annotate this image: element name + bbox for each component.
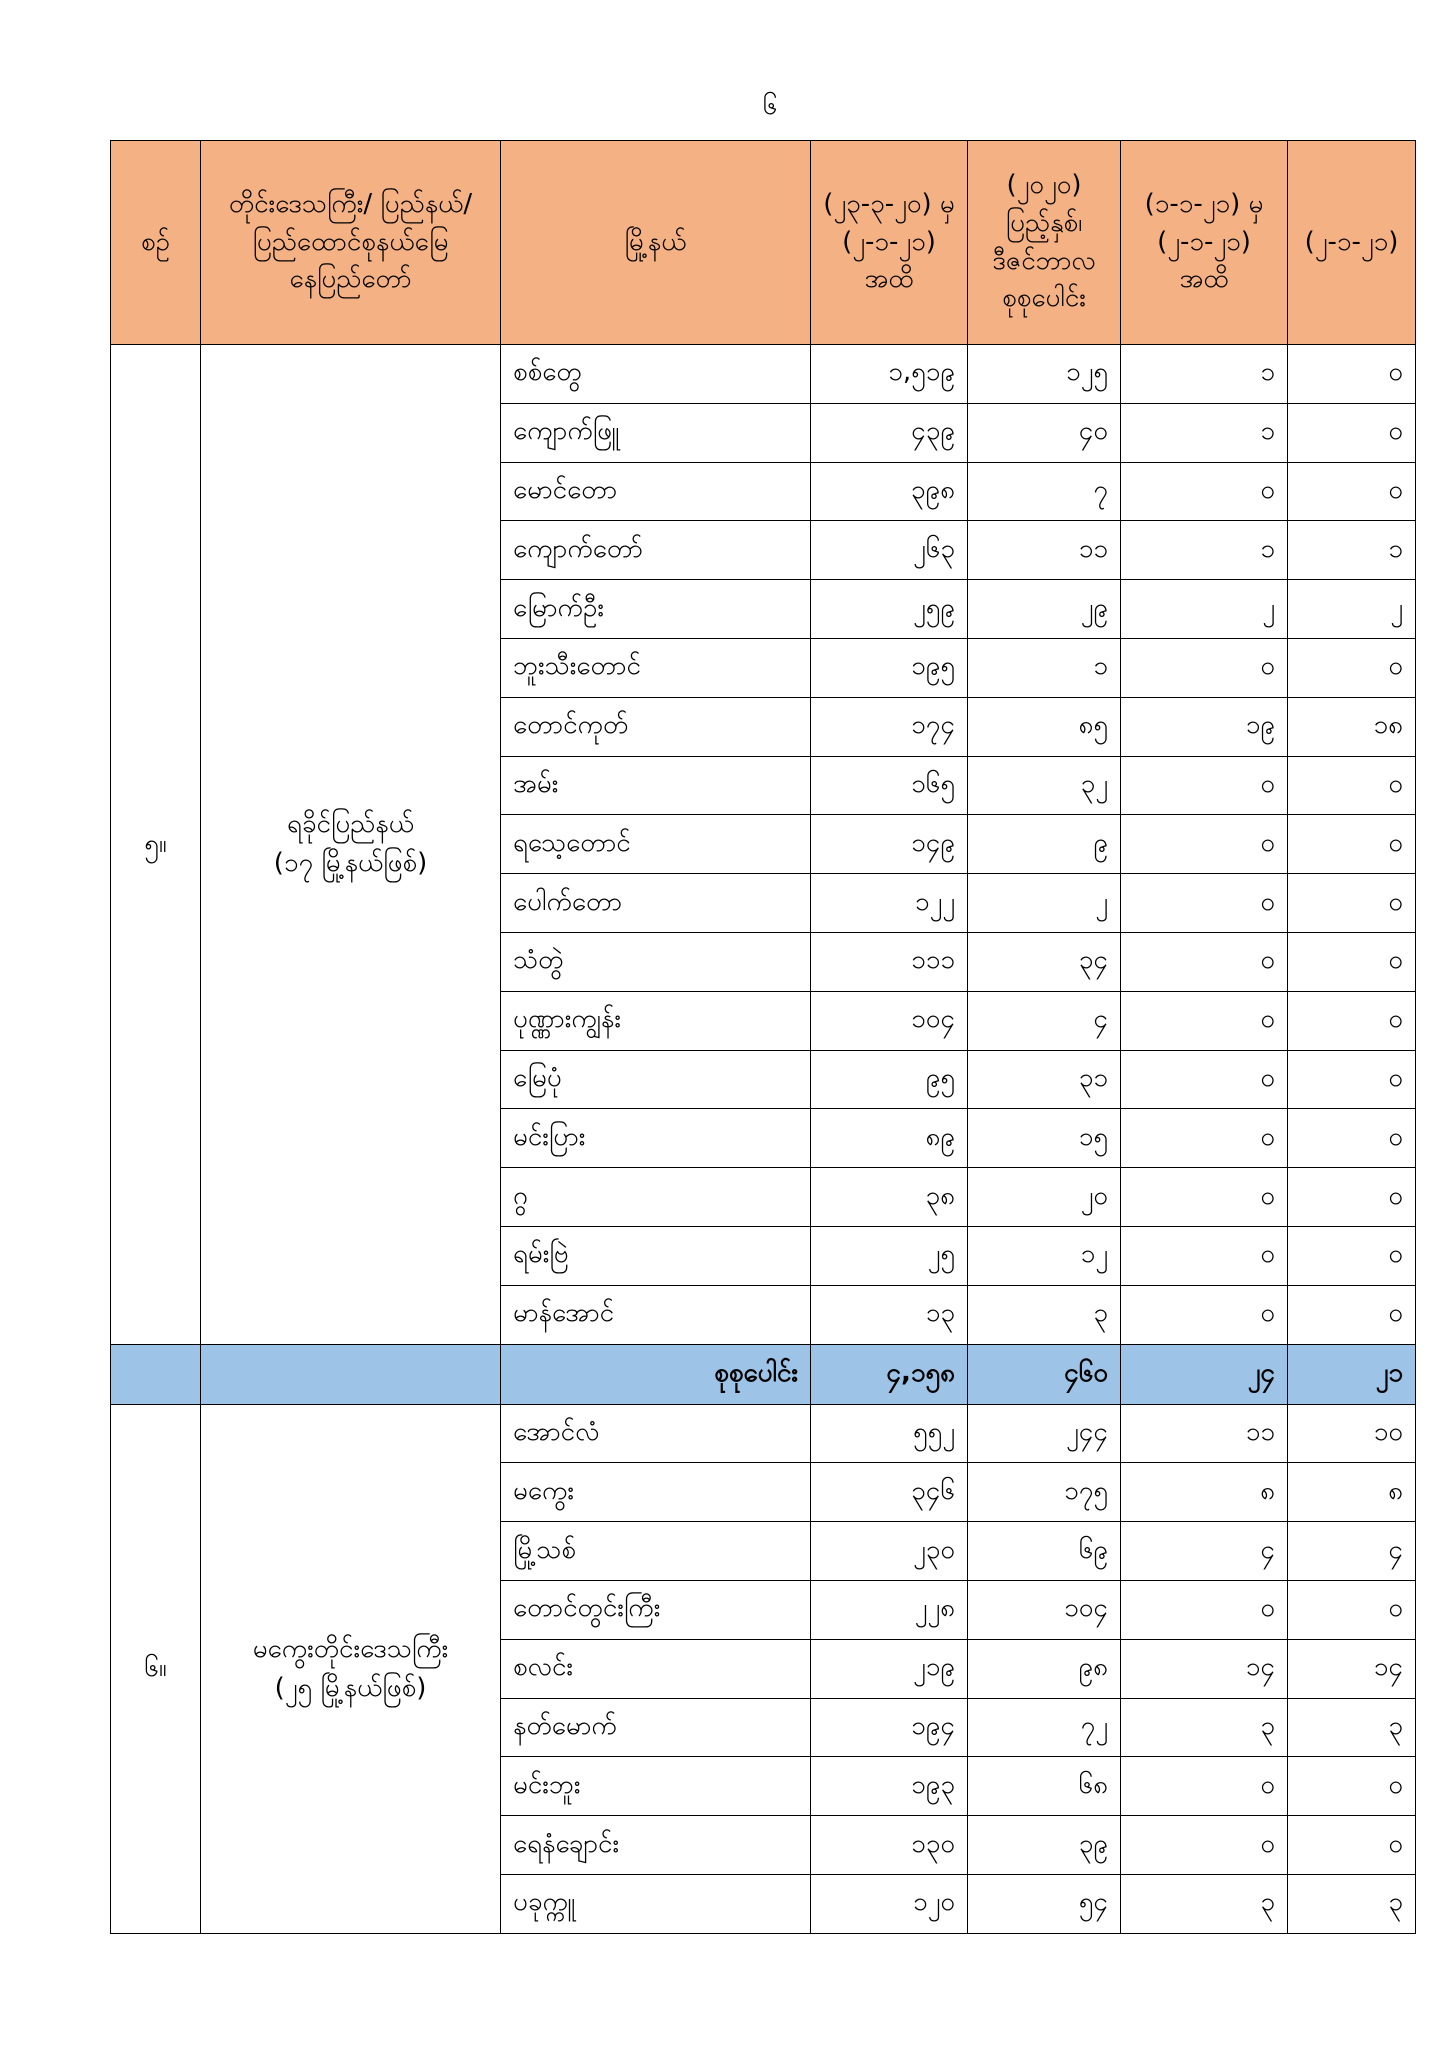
value-c2: ၄: [968, 991, 1121, 1050]
value-c2: ၂၀: [968, 1168, 1121, 1227]
table-row: [111, 1404, 1416, 1463]
value-c1: ၃၉၈: [811, 462, 968, 521]
value-c1: ၄၃၉: [811, 403, 968, 462]
value-c4: ၀: [1288, 991, 1416, 1050]
value-c1: ၁၉၄: [811, 1698, 968, 1757]
value-c1: ၁၂၀: [811, 1874, 968, 1933]
value-c2: ၃၉: [968, 1816, 1121, 1875]
township-name: မင်းဘူး: [501, 1757, 811, 1816]
township-name: မကွေး: [501, 1463, 811, 1522]
table-row: [111, 345, 1416, 404]
value-c2: ၁၅: [968, 1109, 1121, 1168]
value-c3: ၀: [1121, 991, 1288, 1050]
township-name: ရသေ့တောင်: [501, 815, 811, 874]
value-c4: ၀: [1288, 1580, 1416, 1639]
header-region: တိုင်းဒေသကြီး/ ပြည်နယ်/ ပြည်ထောင်စုနယ်မြေ နေပြည်တော်: [201, 141, 501, 345]
value-c3: ၀: [1121, 462, 1288, 521]
value-c3: ၈: [1121, 1463, 1288, 1522]
value-c2: ၇၂: [968, 1698, 1121, 1757]
value-c1: ၁၉၃: [811, 1757, 968, 1816]
value-c3: ၀: [1121, 1816, 1288, 1875]
value-c4: ၁၀: [1288, 1404, 1416, 1463]
total-c1: ၄,၁၅၈: [811, 1344, 968, 1404]
value-c2: ၁၁: [968, 521, 1121, 580]
value-c2: ၆၉: [968, 1522, 1121, 1581]
value-c1: ၁၀၄: [811, 991, 968, 1050]
value-c1: ၂၅၉: [811, 580, 968, 639]
value-c3: ၁: [1121, 345, 1288, 404]
value-c1: ၂၃၀: [811, 1522, 968, 1581]
value-c3: ၀: [1121, 874, 1288, 933]
value-c2: ၃၂: [968, 756, 1121, 815]
value-c1: ၅၅၂: [811, 1404, 968, 1463]
value-c2: ၉၈: [968, 1639, 1121, 1698]
value-c2: ၆၈: [968, 1757, 1121, 1816]
value-c4: ၁: [1288, 521, 1416, 580]
header-row: [111, 141, 1416, 345]
township-name: သံတွဲ: [501, 932, 811, 991]
township-name: မောင်တော: [501, 462, 811, 521]
value-c2: ၃: [968, 1285, 1121, 1344]
value-c2: ၈၅: [968, 697, 1121, 756]
row-seq: ၆။: [111, 1404, 201, 1933]
value-c3: ၃: [1121, 1698, 1288, 1757]
value-c1: ၁၂၂: [811, 874, 968, 933]
value-c3: ၁၉: [1121, 697, 1288, 756]
value-c2: ၃၁: [968, 1050, 1121, 1109]
value-c2: ၇: [968, 462, 1121, 521]
value-c2: ၁၇၅: [968, 1463, 1121, 1522]
row-region: မကွေးတိုင်းဒေသကြီး (၂၅ မြို့နယ်ဖြစ်): [201, 1404, 501, 1933]
value-c1: ၈၉: [811, 1109, 968, 1168]
township-name: စလင်း: [501, 1639, 811, 1698]
township-name: မာန်အောင်: [501, 1285, 811, 1344]
total-c4: ၂၁: [1288, 1344, 1416, 1404]
total-seq-empty: [111, 1344, 201, 1404]
township-name: ရမ်းဗြဲ: [501, 1226, 811, 1285]
value-c4: ၈: [1288, 1463, 1416, 1522]
township-name: တောင်ကုတ်: [501, 697, 811, 756]
value-c4: ၀: [1288, 403, 1416, 462]
township-name: ဂွ: [501, 1168, 811, 1227]
township-name: တောင်တွင်းကြီး: [501, 1580, 811, 1639]
value-c2: ၄၀: [968, 403, 1121, 462]
value-c3: ၀: [1121, 638, 1288, 697]
value-c1: ၂၁၉: [811, 1639, 968, 1698]
header-date: (၂-၁-၂၁): [1288, 141, 1416, 345]
township-name: ရေနံချောင်း: [501, 1816, 811, 1875]
township-name: မြောက်ဦး: [501, 580, 811, 639]
township-name: နတ်မောက်: [501, 1698, 811, 1757]
value-c2: ၉: [968, 815, 1121, 874]
value-c3: ၃: [1121, 1874, 1288, 1933]
value-c2: ၂: [968, 874, 1121, 933]
value-c1: ၁,၅၁၉: [811, 345, 968, 404]
header-period-2: (၁-၁-၂၁) မှ (၂-၁-၂၁) အထိ: [1121, 141, 1288, 345]
township-name: ကျောက်တော်: [501, 521, 811, 580]
township-name: စစ်တွေ: [501, 345, 811, 404]
value-c4: ၃: [1288, 1698, 1416, 1757]
value-c1: ၁၃၀: [811, 1816, 968, 1875]
township-name: ပခုက္ကူ: [501, 1874, 811, 1933]
value-c2: ၁၀၄: [968, 1580, 1121, 1639]
value-c1: ၁၉၅: [811, 638, 968, 697]
value-c2: ၅၄: [968, 1874, 1121, 1933]
value-c1: ၂၆၃: [811, 521, 968, 580]
value-c4: ၃: [1288, 1874, 1416, 1933]
header-period-1: (၂၃-၃-၂၀) မှ (၂-၁-၂၁) အထိ: [811, 141, 968, 345]
value-c4: ၀: [1288, 1168, 1416, 1227]
value-c2: ၂၉: [968, 580, 1121, 639]
value-c3: ၁၁: [1121, 1404, 1288, 1463]
value-c3: ၀: [1121, 1285, 1288, 1344]
value-c3: ၀: [1121, 1226, 1288, 1285]
row-region: ရခိုင်ပြည်နယ် (၁၇ မြို့နယ်ဖြစ်): [201, 345, 501, 1345]
value-c3: ၁၄: [1121, 1639, 1288, 1698]
township-name: မင်းပြား: [501, 1109, 811, 1168]
township-name: ဘူးသီးတောင်: [501, 638, 811, 697]
value-c3: ၀: [1121, 932, 1288, 991]
value-c3: ၄: [1121, 1522, 1288, 1581]
value-c3: ၂: [1121, 580, 1288, 639]
value-c4: ၁၈: [1288, 697, 1416, 756]
value-c2: ၁၂၅: [968, 345, 1121, 404]
township-name: မြို့သစ်: [501, 1522, 811, 1581]
value-c1: ၃၄၆: [811, 1463, 968, 1522]
value-c3: ၀: [1121, 1168, 1288, 1227]
value-c4: ၀: [1288, 874, 1416, 933]
value-c4: ၁၄: [1288, 1639, 1416, 1698]
total-c3: ၂၄: [1121, 1344, 1288, 1404]
value-c1: ၁၇၄: [811, 697, 968, 756]
value-c1: ၂၅: [811, 1226, 968, 1285]
value-c4: ၀: [1288, 932, 1416, 991]
value-c1: ၉၅: [811, 1050, 968, 1109]
value-c1: ၃၈: [811, 1168, 968, 1227]
value-c4: ၀: [1288, 1050, 1416, 1109]
value-c3: ၁: [1121, 403, 1288, 462]
value-c1: ၁၄၉: [811, 815, 968, 874]
total-region-empty: [201, 1344, 501, 1404]
township-name: ပုဏ္ဏားကျွန်း: [501, 991, 811, 1050]
value-c4: ၀: [1288, 345, 1416, 404]
total-label: စုစုပေါင်း: [501, 1344, 811, 1404]
value-c2: ၃၄: [968, 932, 1121, 991]
township-name: မြေပုံ: [501, 1050, 811, 1109]
page-number: ၆: [762, 91, 778, 121]
township-name: ပေါက်တော: [501, 874, 811, 933]
township-name: ကျောက်ဖြူ: [501, 403, 811, 462]
township-name: အောင်လံ: [501, 1404, 811, 1463]
value-c2: ၂၄၄: [968, 1404, 1121, 1463]
value-c1: ၂၂၈: [811, 1580, 968, 1639]
value-c3: ၀: [1121, 1109, 1288, 1168]
value-c4: ၄: [1288, 1522, 1416, 1581]
value-c4: ၂: [1288, 580, 1416, 639]
value-c4: ၀: [1288, 1285, 1416, 1344]
value-c3: ၁: [1121, 521, 1288, 580]
value-c3: ၀: [1121, 815, 1288, 874]
township-name: အမ်း: [501, 756, 811, 815]
total-row: [111, 1344, 1416, 1404]
value-c4: ၀: [1288, 1816, 1416, 1875]
value-c1: ၁၁၁: [811, 932, 968, 991]
value-c4: ၀: [1288, 756, 1416, 815]
value-c4: ၀: [1288, 1757, 1416, 1816]
total-c2: ၄၆၀: [968, 1344, 1121, 1404]
value-c2: ၁: [968, 638, 1121, 697]
value-c4: ၀: [1288, 815, 1416, 874]
header-2020-december-total: (၂၀၂၀) ပြည့်နှစ်၊ ဒီဇင်ဘာလ စုစုပေါင်း: [968, 141, 1121, 345]
value-c1: ၁၆၅: [811, 756, 968, 815]
value-c3: ၀: [1121, 1050, 1288, 1109]
header-township: မြို့နယ်: [501, 141, 811, 345]
value-c2: ၁၂: [968, 1226, 1121, 1285]
value-c3: ၀: [1121, 1757, 1288, 1816]
value-c4: ၀: [1288, 638, 1416, 697]
header-seq: စဉ်: [111, 141, 201, 345]
value-c4: ၀: [1288, 1109, 1416, 1168]
value-c3: ၀: [1121, 756, 1288, 815]
value-c4: ၀: [1288, 462, 1416, 521]
row-seq: ၅။: [111, 345, 201, 1345]
value-c1: ၁၃: [811, 1285, 968, 1344]
value-c4: ၀: [1288, 1226, 1416, 1285]
data-table: [110, 140, 1416, 1934]
value-c3: ၀: [1121, 1580, 1288, 1639]
